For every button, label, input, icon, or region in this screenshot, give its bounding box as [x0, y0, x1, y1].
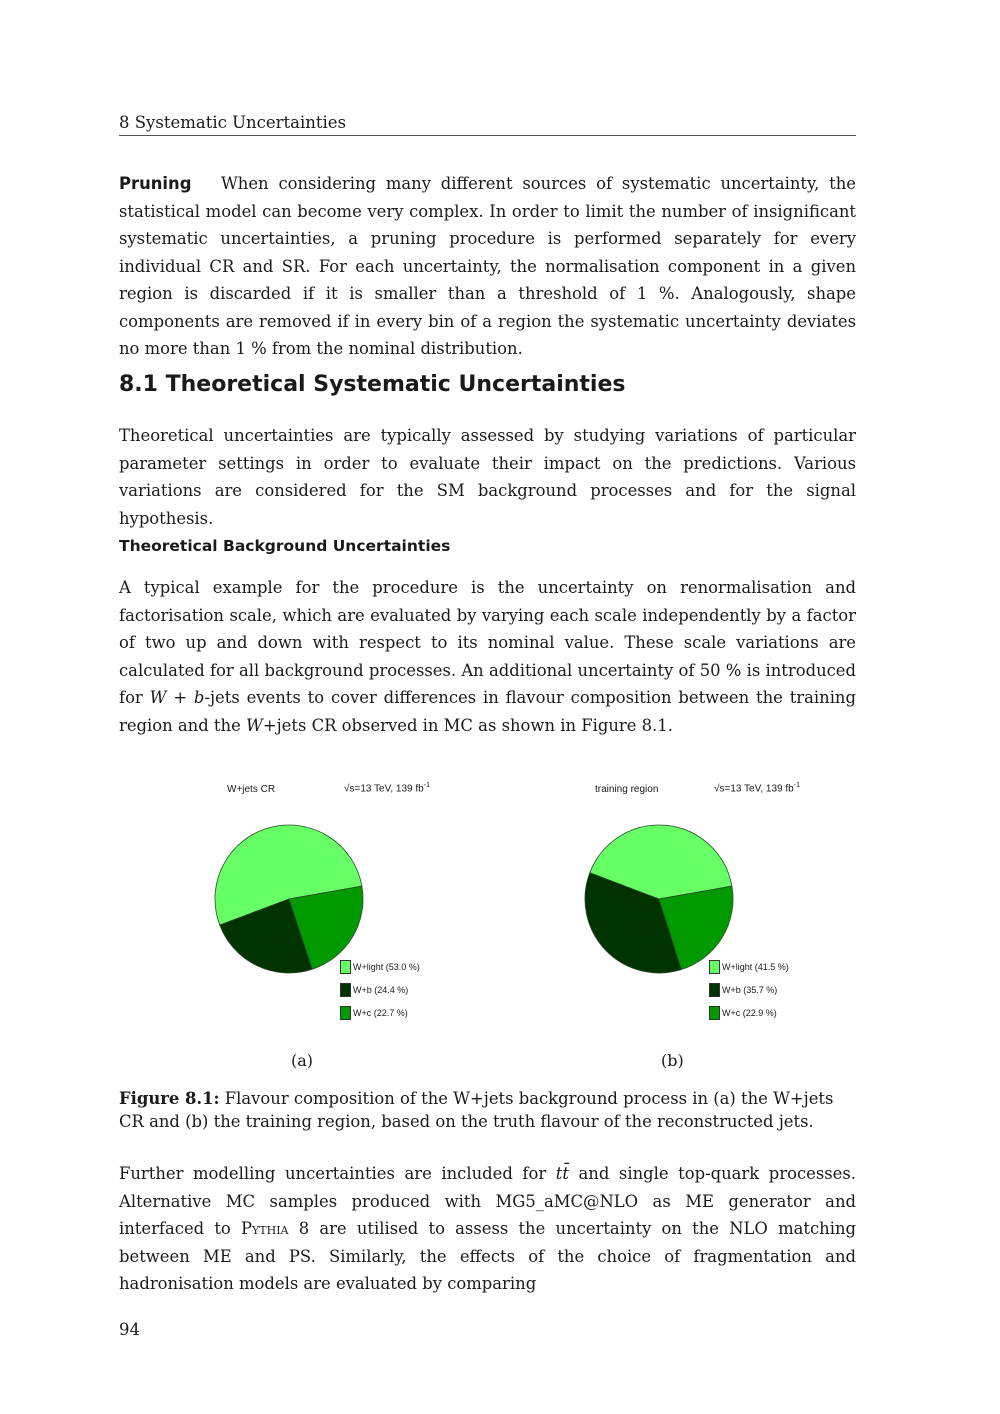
legend-item: W+b (35.7 %) [709, 983, 777, 997]
legend-item: W+c (22.7 %) [340, 1006, 408, 1020]
running-head: 8 Systematic Uncertainties [119, 113, 856, 136]
pruning-label: Pruning [119, 174, 192, 193]
figure-caption [119, 1087, 856, 1133]
pruning-paragraph [119, 170, 856, 363]
math: tt̄ [555, 1164, 569, 1183]
text: A typical example for the procedure is the uncertainty on renormalisation and factorisation scale, which are evaluated by varying each scale independently by a factor of two up and down with respect to its nominal value. These scale variations are calculated for all background processes. An additional uncertainty of 50 % is introduced for [119, 578, 856, 707]
page-number: 94 [119, 1320, 140, 1339]
subsection-title: Theoretical Background Uncertainties [119, 537, 451, 555]
legend-item: W+b (24.4 %) [340, 983, 408, 997]
text: -jets events to cover differences in flavour composition between the training region and the [119, 688, 856, 735]
pruning-text: When considering many different sources of systematic uncertainty, the statistical model can become very complex. In order to limit the number of insignificant systematic uncertainties, a pruning procedure is performed separately for every individual CR and SR. For each uncertainty, the normalisation component in a given region is discarded if it is smaller than a threshold of 1 %. Analogously, shape components are removed if in every bin of a region the systematic uncertainty deviates no more than 1 % from the nominal distribution. [119, 174, 856, 358]
region-label: W+jets CR [227, 784, 276, 795]
section-intro: Theoretical uncertainties are typically assessed by studying variations of particular parameter settings in order to evaluate their impact on the predictions. Various variations are considered for the SM background processes and for the signal hypothesis. [119, 426, 856, 528]
legend-item: W+light (41.5 %) [709, 960, 789, 974]
sublabel-b: (b) [661, 1051, 684, 1070]
subsection-paragraph [119, 574, 856, 739]
pythia: Pythia [240, 1219, 289, 1238]
text: 8 are utilised to assess the uncertainty on the NLO matching between ME and PS. Similarly, the effects of the choice of fragmentation and hadronisation models are evaluated by comparing [119, 1219, 856, 1293]
energy-label: √s=13 TeV, 139 $fb^{-1}$ [344, 782, 430, 795]
pie-chart [570, 770, 830, 1010]
figure-panel-b [570, 770, 830, 1080]
math: W + b [149, 688, 205, 707]
further-paragraph [119, 1160, 856, 1298]
text: and single top-quark processes. Alternative MC samples produced with MG5_aMC@NLO as ME generator and interfaced to [119, 1164, 856, 1238]
text: Further modelling uncertainties are included for [119, 1164, 556, 1183]
sublabel-a: (a) [291, 1051, 314, 1070]
energy-label: √s=13 TeV, 139 $fb^{-1}$ [714, 782, 800, 795]
figure-panel-a [200, 770, 460, 1080]
section-title: 8.1 Theoretical Systematic Uncertainties [119, 372, 626, 397]
caption-label: Figure 8.1: [119, 1089, 220, 1108]
pie-slices [215, 825, 363, 973]
pie-slices [585, 825, 733, 973]
region-label: training region [595, 784, 659, 795]
legend-item: W+light (53.0 %) [340, 960, 420, 974]
pie-chart [200, 770, 460, 1010]
text: +jets CR observed in MC as shown in Figure 8.1. [262, 715, 673, 735]
math: W [246, 715, 263, 735]
legend-item: W+c (22.9 %) [709, 1006, 777, 1020]
caption-text: Flavour composition of the W+jets background process in (a) the W+jets CR and (b) the training region, based on the truth flavour of the reconstructed jets. [119, 1089, 834, 1131]
